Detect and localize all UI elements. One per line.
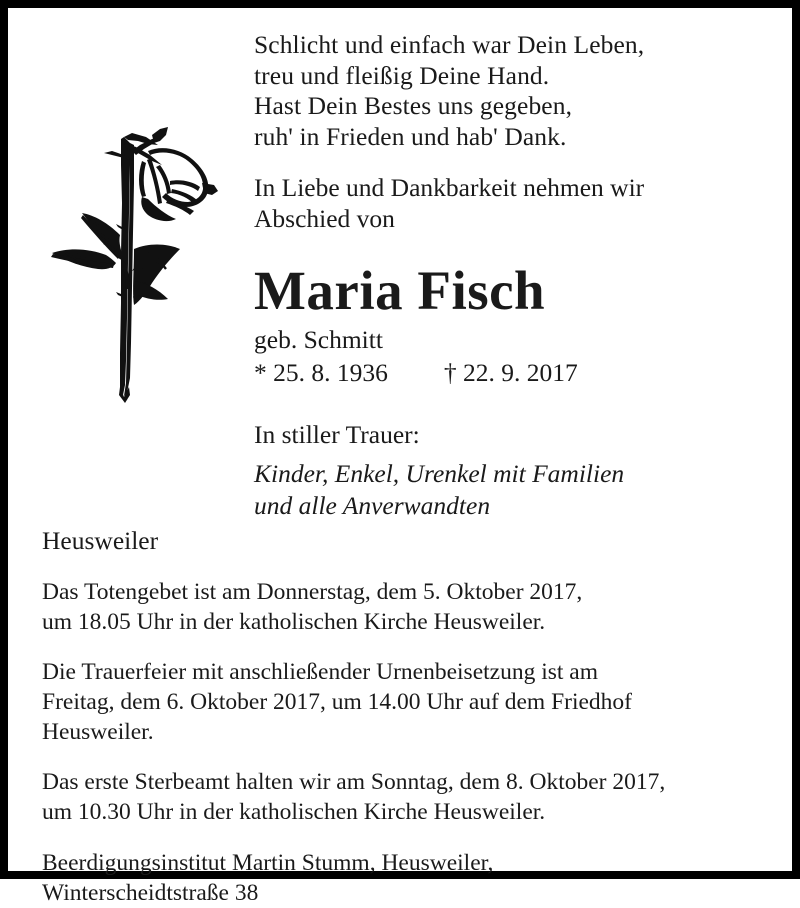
service-line: Das erste Sterbeamt halten wir am Sonntag, dem 8. Oktober 2017, (42, 769, 666, 795)
mourners-heading: In stiller Trauer: (254, 420, 420, 449)
service-line: Das Totengebet ist am Donnerstag, dem 5. Oktober 2017, (42, 579, 583, 605)
death-date: † 22. 9. 2017 (443, 358, 578, 387)
service-requiem (42, 767, 782, 827)
service-line: Die Trauerfeier mit anschließender Urnenbeisetzung ist am (42, 659, 598, 685)
place-name: Heusweiler (42, 526, 159, 555)
service-line: Heusweiler. (42, 719, 154, 745)
life-dates (254, 357, 794, 389)
memorial-verse (254, 30, 794, 152)
birth-date: * 25. 8. 1936 (254, 358, 388, 387)
farewell-line: Abschied von (254, 204, 395, 233)
service-line: um 18.05 Uhr in der katholischen Kirche Heusweiler. (42, 609, 546, 635)
deceased-name: Maria Fisch (254, 260, 546, 321)
farewell-statement (254, 172, 794, 234)
mourners-list (254, 458, 794, 522)
undertaker-info (42, 848, 782, 908)
undertaker-line: Winterscheidtstraße 38 (42, 880, 259, 906)
verse-line: treu und fleißig Deine Hand. (254, 60, 550, 90)
lower-text-column (42, 525, 782, 908)
deceased-maiden-name: geb. Schmitt (254, 325, 383, 354)
verse-line: Hast Dein Bestes uns gegeben, (254, 91, 573, 120)
verse-line: Schlicht und einfach war Dein Leben, (254, 30, 645, 59)
farewell-line: In Liebe und Dankbarkeit nehmen wir (254, 173, 645, 202)
service-prayer (42, 577, 782, 637)
verse-line: ruh' in Frieden und hab' Dank. (254, 121, 567, 151)
rose-icon (20, 103, 230, 423)
upper-text-column (254, 30, 794, 522)
undertaker-line: Beerdigungsinstitut Martin Stumm, Heusweiler, (42, 850, 494, 876)
service-line: Freitag, dem 6. Oktober 2017, um 14.00 Uhr auf dem Friedhof (42, 689, 633, 715)
notice-body (8, 8, 792, 906)
mourners-line: Kinder, Enkel, Urenkel mit Familien (254, 459, 625, 488)
mourners-line: und alle Anverwandten (254, 491, 491, 520)
service-funeral (42, 657, 782, 747)
service-line: um 10.30 Uhr in der katholischen Kirche Heusweiler. (42, 799, 546, 825)
rose-illustration (20, 103, 230, 423)
